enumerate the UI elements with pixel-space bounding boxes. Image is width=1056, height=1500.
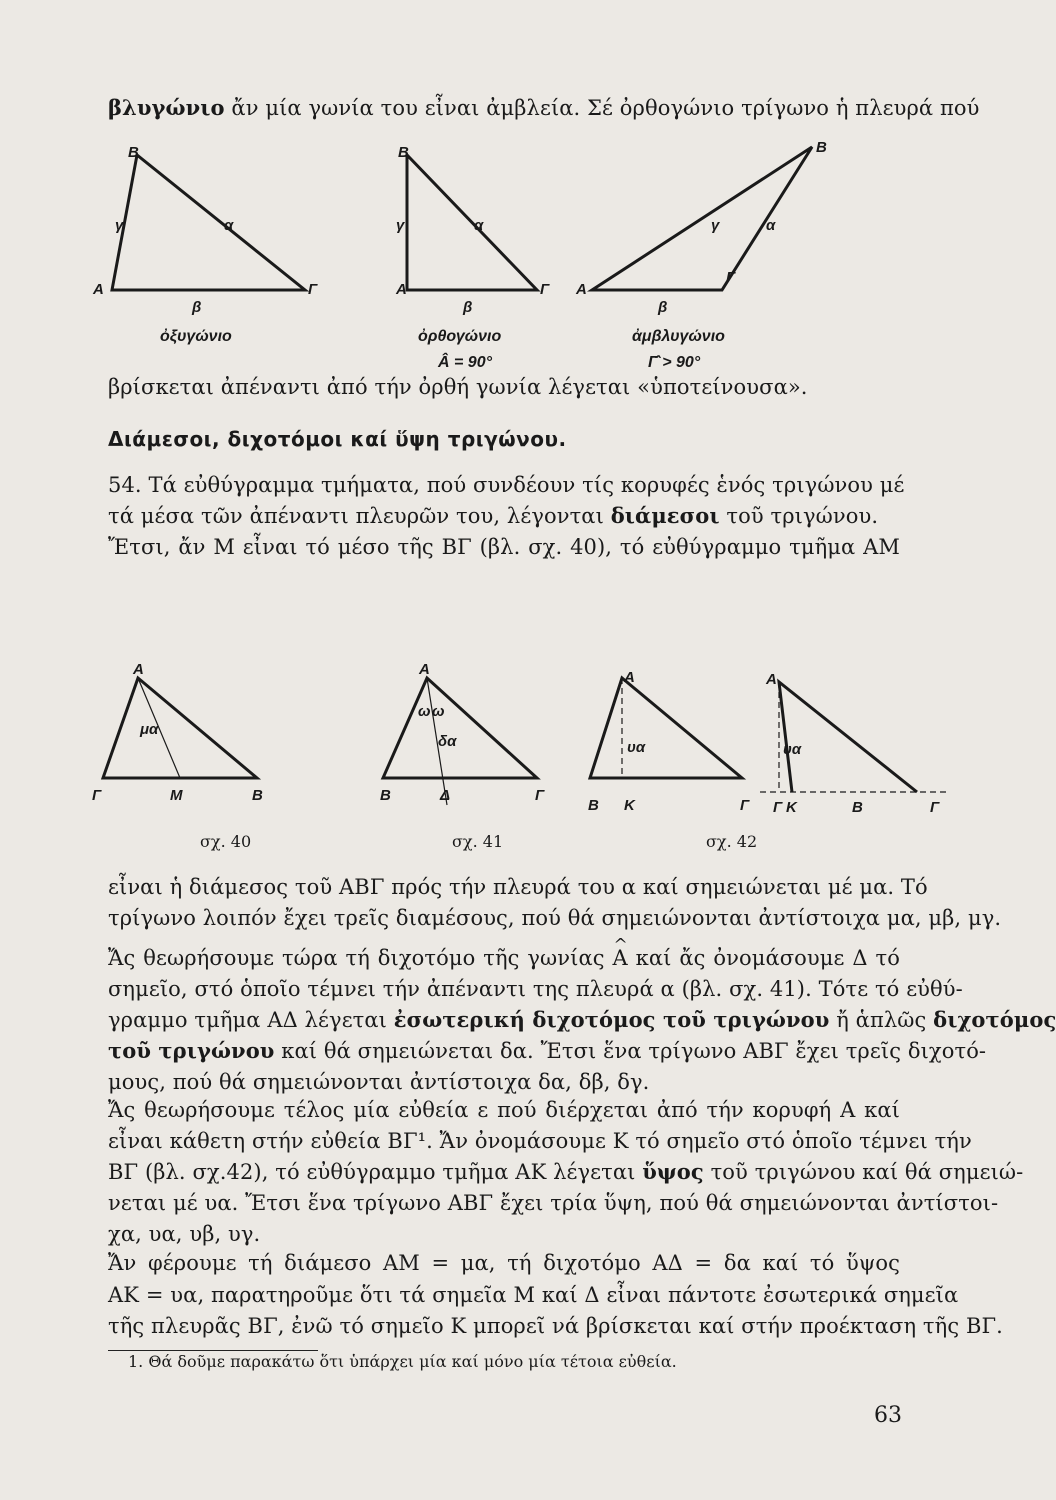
label-B: B: [816, 139, 827, 156]
label-M: M: [170, 787, 183, 804]
section-heading: Διάμεσοι, διχοτόμοι καί ὕψη τριγώνου.: [108, 427, 567, 451]
label-mu-a: μα: [140, 721, 159, 738]
label-A: A: [93, 281, 104, 298]
label-G: Γ: [740, 797, 750, 814]
label-G: Γ: [726, 269, 736, 286]
label-B: B: [588, 797, 599, 814]
label-alpha: α: [766, 217, 776, 234]
text-line: σημεῖο, στό ὁποῖο τέμνει τήν ἀπέναντι της πλευρά α (βλ. σχ. 41). Τότε τό εὐθύ-: [108, 977, 963, 1001]
median-bisector-altitude-figure: [0, 660, 979, 855]
obtuse-triangle: [592, 147, 812, 290]
label-B: B: [380, 787, 391, 804]
label-beta: β: [658, 299, 668, 316]
label-omega: ω: [432, 703, 445, 720]
text-line: χα, υα, υβ, υγ.: [108, 1222, 261, 1246]
label-upsilon-a: υα: [627, 739, 646, 756]
label-A: A: [576, 281, 587, 298]
label-G: Γ: [930, 799, 940, 816]
text-line: μους, πού θά σημειώνονται ἀντίστοιχα δα, δβ, δγ.: [108, 1070, 650, 1094]
text-line: βλυγώνιο ἄν μία γωνία του εἶναι ἀμβλεία. Σέ ὀρθογώνιο τρίγωνο ἡ πλευρά πού: [108, 95, 980, 120]
label-K: K: [624, 797, 635, 814]
label-K: K: [786, 799, 797, 816]
label-A: A: [766, 671, 777, 688]
text-line: τοῦ τριγώνου καί θά σημειώνεται δα. Ἔτσι ἕνα τρίγωνο ΑΒΓ ἔχει τρεῖς διχοτό-: [108, 1038, 987, 1063]
text-line: γραμμο τμῆμα ΑΔ λέγεται ἐσωτερική διχοτόμος τοῦ τριγώνου ἤ ἁπλῶς διχοτόμος: [108, 1007, 1056, 1032]
label-A: A: [396, 281, 407, 298]
triangle-fig42-right: [779, 682, 917, 792]
label-D: Δ: [440, 787, 451, 804]
label-A: A: [133, 661, 144, 678]
label-B: B: [398, 144, 409, 161]
text-line: Ἄν φέρουμε τή διάμεσο ΑΜ = μα, τή διχοτόμο ΑΔ = δα καί τό ὕψος: [108, 1251, 900, 1275]
label-delta-a: δα: [438, 733, 457, 750]
caption-fig42: σχ. 42: [706, 832, 758, 851]
triangle-fig42-left: [590, 678, 742, 778]
label-G: Γ: [92, 787, 102, 804]
text-line: Ἄς θεωρήσουμε τέλος μία εὐθεία ε πού διέρχεται ἀπό τήν κορυφή Α καί: [108, 1098, 900, 1122]
label-upsilon-a: υα: [783, 741, 802, 758]
text-line: ΑΚ = υα, παρατηροῦμε ὅτι τά σημεῖα Μ καί Δ εἶναι πάντοτε ἐσωτερικά σημεῖα: [108, 1283, 959, 1307]
triangle-fig41: [383, 678, 537, 778]
label-B: B: [128, 144, 139, 161]
label-gamma: γ: [396, 217, 405, 234]
text-line: τρίγωνο λοιπόν ἔχει τρεῖς διαμέσους, πού θά σημειώνονται ἀντίστοιχα μα, μβ, μγ.: [108, 906, 1002, 930]
text-line: ΒΓ (βλ. σχ.42), τό εὐθύγραμμο τμῆμα ΑΚ λέγεται ὕψος τοῦ τριγώνου καί θά σημειώ-: [108, 1159, 1024, 1184]
page-number: 63: [874, 1403, 902, 1428]
label-beta: β: [463, 299, 473, 316]
label-A: A: [624, 669, 635, 686]
text-line: τῆς πλευρᾶς ΒΓ, ἐνῶ τό σημεῖο Κ μπορεῖ νά βρίσκεται καί στήν προέκταση τῆς ΒΓ.: [108, 1314, 1003, 1338]
text-line: νεται μέ υα. Ἔτσι ἕνα τρίγωνο ΑΒΓ ἔχει τρία ὕψη, πού θά σημειώνονται ἀντίστοι-: [108, 1191, 999, 1215]
label-alpha: α: [224, 217, 234, 234]
caption-obtuse: ἀμβλυγώνιο: [632, 328, 725, 345]
label-A: A: [419, 661, 430, 678]
text-line: τά μέσα τῶν ἀπέναντι πλευρῶν του, λέγονται διάμεσοι τοῦ τριγώνου.: [108, 503, 879, 528]
caption-right: ὀρθογώνιο: [418, 328, 502, 345]
footnote: 1. Θά δοῦμε παρακάτω ὅτι ὑπάρχει μία καί μόνο μία τέτοια εὐθεία.: [128, 1352, 677, 1371]
text-line: Ἔτσι, ἄν Μ εἶναι τό μέσο τῆς ΒΓ (βλ. σχ. 40), τό εὐθύγραμμο τμῆμα ΑΜ: [108, 535, 900, 559]
angle-A: ^ Α: [612, 943, 627, 973]
caption-acute: ὀξυγώνιο: [160, 328, 232, 345]
right-triangle: [407, 155, 537, 290]
text-line: βρίσκεται ἀπέναντι ἀπό τήν ὀρθή γωνία λέγεται «ὑποτείνουσα».: [108, 375, 808, 399]
triangle-types-figure: [0, 140, 979, 375]
label-alpha: α: [474, 217, 484, 234]
label-omega: ω: [418, 703, 431, 720]
caption-fig41: σχ. 41: [452, 832, 504, 851]
label-B: B: [252, 787, 263, 804]
label-B: B: [852, 799, 863, 816]
label-gamma: γ: [115, 217, 124, 234]
text-line: Ἄς θεωρήσουμε τώρα τή διχοτόμο τῆς γωνίας ^ Α καί ἄς ὀνομάσουμε Δ τό: [108, 943, 900, 973]
caption-fig40: σχ. 40: [200, 832, 252, 851]
caption-obtuse-condition: Γ̂ > 90°: [648, 354, 701, 371]
label-G: Γ: [540, 281, 550, 298]
text-line: εἶναι κάθετη στήν εὐθεία ΒΓ¹. Ἄν ὀνομάσουμε Κ τό σημεῖο στό ὁποῖο τέμνει τήν: [108, 1129, 972, 1153]
label-G: Γ: [773, 799, 783, 816]
text-line: εἶναι ἡ διάμεσος τοῦ ΑΒΓ πρός τήν πλευρά του α καί σημειώνεται μέ μα. Τό: [108, 875, 928, 899]
triangle-fig40: [103, 678, 257, 778]
caption-right-condition: Â = 90°: [438, 354, 492, 371]
label-gamma: γ: [711, 217, 720, 234]
label-beta: β: [192, 299, 202, 316]
acute-triangle: [112, 155, 305, 290]
text-line: 54. Τά εὐθύγραμμα τμήματα, πού συνδέουν τίς κορυφές ἑνός τριγώνου μέ: [108, 473, 905, 497]
label-G: Γ: [308, 281, 318, 298]
label-G: Γ: [535, 787, 545, 804]
